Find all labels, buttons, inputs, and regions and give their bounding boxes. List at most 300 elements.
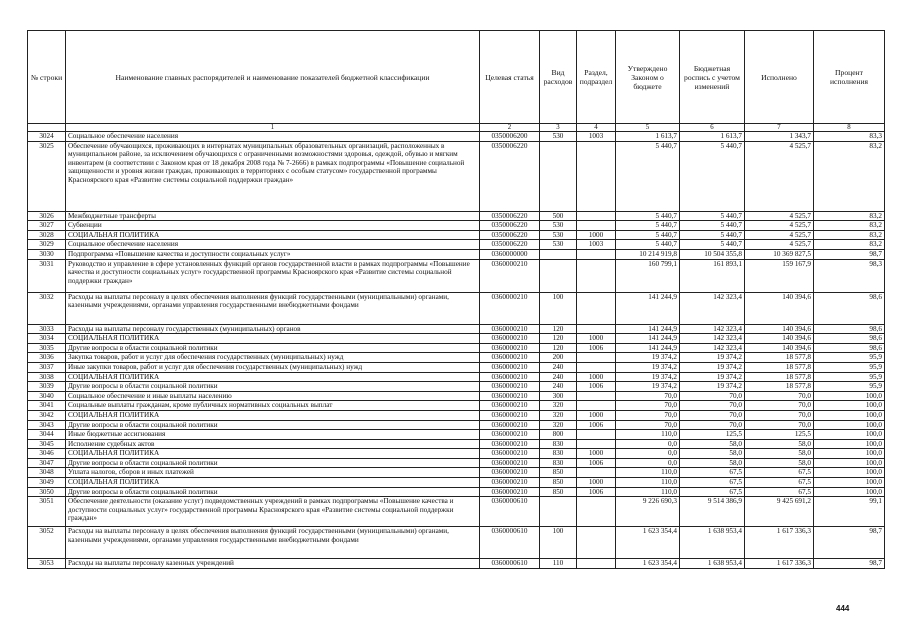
- row-section: 1000: [577, 372, 616, 382]
- row-number: 3033: [28, 324, 66, 334]
- row-type: 530: [540, 221, 577, 231]
- row-percent: 100,0: [814, 391, 885, 401]
- row-executed: 58,0: [745, 439, 814, 449]
- row-executed: 140 394,6: [745, 343, 814, 353]
- row-type: 830: [540, 458, 577, 468]
- row-approved: 0,0: [616, 439, 680, 449]
- table-row: [28, 259, 885, 292]
- row-type: [540, 141, 577, 211]
- row-type: 240: [540, 362, 577, 372]
- row-approved: 141 244,9: [616, 292, 680, 324]
- table-row: [28, 343, 885, 353]
- row-number: 3041: [28, 401, 66, 411]
- row-number: 3026: [28, 211, 66, 221]
- row-number: 3025: [28, 141, 66, 211]
- row-schedule: 5 440,7: [680, 240, 745, 250]
- row-number: 3031: [28, 259, 66, 292]
- row-type: 240: [540, 372, 577, 382]
- row-number: 3051: [28, 497, 66, 527]
- row-schedule: 70,0: [680, 410, 745, 420]
- row-type: 320: [540, 420, 577, 430]
- row-approved: 1 623 354,4: [616, 527, 680, 559]
- row-name: Социальное обеспечение населения: [66, 132, 480, 142]
- row-name: Социальные выплаты гражданам, кроме публичных нормативных социальных выплат: [66, 401, 480, 411]
- col-index: 2: [480, 124, 540, 132]
- table-row: [28, 240, 885, 250]
- row-approved: 70,0: [616, 410, 680, 420]
- row-type: 320: [540, 401, 577, 411]
- row-approved: 9 226 690,3: [616, 497, 680, 527]
- row-section: [577, 497, 616, 527]
- row-target: 0360000210: [480, 292, 540, 324]
- row-name: Обеспечение обучающихся, проживающих в интернатах муниципальных образовательных организаций, расположенных в муниципальном районе, за исключением обучающихся с ограниченными возможностями здоровья, одеждой, обувью и мягким инвентарем (в соответствии с Законом края от 18 декабря 2008 года № 7-2666) в рамках подпрограммы «Повышение социальной защищенности и уровня жизни граждан, проживающих в территориях с особым статусом» государственной программы Красноярского края «Развитие системы социальной поддержки граждан»: [66, 141, 480, 211]
- row-approved: 1 623 354,4: [616, 559, 680, 569]
- row-number: 3046: [28, 449, 66, 459]
- row-percent: 95,9: [814, 362, 885, 372]
- row-section: [577, 527, 616, 559]
- row-percent: 83,2: [814, 221, 885, 231]
- row-percent: 100,0: [814, 420, 885, 430]
- row-schedule: 70,0: [680, 391, 745, 401]
- row-schedule: 161 893,1: [680, 259, 745, 292]
- row-name: СОЦИАЛЬНАЯ ПОЛИТИКА: [66, 478, 480, 488]
- row-section: [577, 324, 616, 334]
- row-schedule: 58,0: [680, 449, 745, 459]
- row-number: 3034: [28, 334, 66, 344]
- row-executed: 70,0: [745, 410, 814, 420]
- row-schedule: 70,0: [680, 420, 745, 430]
- row-schedule: 70,0: [680, 401, 745, 411]
- header-row: [28, 31, 885, 124]
- row-section: 1006: [577, 487, 616, 497]
- row-approved: 5 440,7: [616, 230, 680, 240]
- row-name: Расходы на выплаты персоналу в целях обеспечения выполнения функций государственными (муниципальными) органами, казенными учреждениями, органами управления государственными внебюджетными фондами: [66, 527, 480, 559]
- row-approved: 19 374,2: [616, 353, 680, 363]
- row-schedule: 5 440,7: [680, 211, 745, 221]
- row-target: 0360000210: [480, 259, 540, 292]
- row-target: 0360000210: [480, 353, 540, 363]
- table-body: [28, 124, 885, 569]
- row-target: 0360000210: [480, 401, 540, 411]
- row-executed: 1 617 336,3: [745, 527, 814, 559]
- row-type: 830: [540, 439, 577, 449]
- header-section: Раздел, подраздел: [577, 31, 616, 124]
- header-num: № строки: [28, 31, 66, 124]
- row-name: Иные закупки товаров, работ и услуг для обеспечения государственных (муниципальных) нужд: [66, 362, 480, 372]
- row-percent: 98,6: [814, 334, 885, 344]
- col-index: 3: [540, 124, 577, 132]
- row-target: 0360000000: [480, 249, 540, 259]
- row-type: 120: [540, 324, 577, 334]
- row-number: 3040: [28, 391, 66, 401]
- row-approved: 110,0: [616, 468, 680, 478]
- row-approved: 141 244,9: [616, 324, 680, 334]
- row-target: 0360000210: [480, 478, 540, 488]
- row-type: [540, 249, 577, 259]
- table-row: [28, 372, 885, 382]
- row-section: 1006: [577, 420, 616, 430]
- row-approved: 19 374,2: [616, 382, 680, 392]
- table-row: [28, 141, 885, 211]
- row-target: 0360000610: [480, 527, 540, 559]
- row-executed: 1 343,7: [745, 132, 814, 142]
- row-section: 1003: [577, 240, 616, 250]
- row-section: [577, 353, 616, 363]
- row-schedule: 67,5: [680, 487, 745, 497]
- row-approved: 0,0: [616, 458, 680, 468]
- row-executed: 10 369 827,5: [745, 249, 814, 259]
- row-section: [577, 292, 616, 324]
- row-approved: 5 440,7: [616, 141, 680, 211]
- row-section: [577, 259, 616, 292]
- row-percent: 83,2: [814, 141, 885, 211]
- row-type: [540, 497, 577, 527]
- row-number: 3043: [28, 420, 66, 430]
- row-type: 850: [540, 468, 577, 478]
- row-approved: 1 613,7: [616, 132, 680, 142]
- table-row: [28, 324, 885, 334]
- row-percent: 83,2: [814, 240, 885, 250]
- table-row: [28, 449, 885, 459]
- row-target: 0350006220: [480, 141, 540, 211]
- row-type: 850: [540, 487, 577, 497]
- row-executed: 140 394,6: [745, 324, 814, 334]
- row-executed: 9 425 691,2: [745, 497, 814, 527]
- row-executed: 58,0: [745, 458, 814, 468]
- row-number: 3045: [28, 439, 66, 449]
- row-schedule: 1 638 953,4: [680, 527, 745, 559]
- row-section: [577, 141, 616, 211]
- row-type: 120: [540, 334, 577, 344]
- row-target: 0350006220: [480, 230, 540, 240]
- col-index: 7: [745, 124, 814, 132]
- row-approved: 70,0: [616, 401, 680, 411]
- row-approved: 70,0: [616, 420, 680, 430]
- row-percent: 98,7: [814, 559, 885, 569]
- row-schedule: 58,0: [680, 439, 745, 449]
- row-name: СОЦИАЛЬНАЯ ПОЛИТИКА: [66, 449, 480, 459]
- row-target: 0350006220: [480, 221, 540, 231]
- row-percent: 83,3: [814, 132, 885, 142]
- row-executed: 70,0: [745, 420, 814, 430]
- table-row: [28, 249, 885, 259]
- row-approved: 5 440,7: [616, 211, 680, 221]
- header-name: Наименование главных распорядителей и наименование показателей бюджетной классификации: [66, 31, 480, 124]
- row-number: 3050: [28, 487, 66, 497]
- row-name: Субвенции: [66, 221, 480, 231]
- row-number: 3053: [28, 559, 66, 569]
- row-schedule: 9 514 386,9: [680, 497, 745, 527]
- row-executed: 18 577,8: [745, 353, 814, 363]
- row-name: СОЦИАЛЬНАЯ ПОЛИТИКА: [66, 372, 480, 382]
- row-section: 1000: [577, 334, 616, 344]
- row-type: 110: [540, 559, 577, 569]
- row-type: 120: [540, 343, 577, 353]
- row-executed: 125,5: [745, 430, 814, 440]
- header-approved: Утверждено Законом о бюджете: [616, 31, 680, 124]
- row-schedule: 58,0: [680, 458, 745, 468]
- row-percent: 98,6: [814, 292, 885, 324]
- table-row: [28, 292, 885, 324]
- col-index: 5: [616, 124, 680, 132]
- row-section: [577, 439, 616, 449]
- row-target: 0360000210: [480, 362, 540, 372]
- row-name: Исполнение судебных актов: [66, 439, 480, 449]
- row-target: 0360000210: [480, 343, 540, 353]
- row-target: 0360000210: [480, 458, 540, 468]
- row-percent: 100,0: [814, 468, 885, 478]
- row-number: 3049: [28, 478, 66, 488]
- row-name: Другие вопросы в области социальной политики: [66, 420, 480, 430]
- row-number: 3047: [28, 458, 66, 468]
- row-target: 0360000210: [480, 372, 540, 382]
- row-number: 3044: [28, 430, 66, 440]
- row-percent: 100,0: [814, 458, 885, 468]
- row-approved: 110,0: [616, 430, 680, 440]
- row-name: Социальное обеспечение населения: [66, 240, 480, 250]
- row-approved: 10 214 919,8: [616, 249, 680, 259]
- row-percent: 98,6: [814, 343, 885, 353]
- row-approved: 5 440,7: [616, 221, 680, 231]
- row-schedule: 19 374,2: [680, 372, 745, 382]
- row-percent: 83,2: [814, 211, 885, 221]
- row-target: 0360000210: [480, 487, 540, 497]
- row-schedule: 5 440,7: [680, 221, 745, 231]
- budget-table: [27, 30, 885, 569]
- row-target: 0360000210: [480, 382, 540, 392]
- table-row: [28, 559, 885, 569]
- row-executed: 159 167,9: [745, 259, 814, 292]
- row-number: 3042: [28, 410, 66, 420]
- row-approved: 141 244,9: [616, 334, 680, 344]
- row-executed: 67,5: [745, 478, 814, 488]
- row-executed: 18 577,8: [745, 372, 814, 382]
- row-schedule: 125,5: [680, 430, 745, 440]
- column-index-row: [28, 124, 885, 132]
- col-index: 4: [577, 124, 616, 132]
- row-section: 1000: [577, 449, 616, 459]
- row-section: 1006: [577, 382, 616, 392]
- row-type: 200: [540, 353, 577, 363]
- row-type: 530: [540, 132, 577, 142]
- row-schedule: 5 440,7: [680, 141, 745, 211]
- row-target: 0360000210: [480, 420, 540, 430]
- header-executed: Исполнено: [745, 31, 814, 124]
- table-row: [28, 487, 885, 497]
- row-schedule: 19 374,2: [680, 362, 745, 372]
- row-target: 0350006200: [480, 132, 540, 142]
- row-percent: 100,0: [814, 401, 885, 411]
- row-target: 0360000210: [480, 430, 540, 440]
- table-row: [28, 401, 885, 411]
- row-executed: 140 394,6: [745, 334, 814, 344]
- row-schedule: 19 374,2: [680, 353, 745, 363]
- row-section: [577, 221, 616, 231]
- table-row: [28, 430, 885, 440]
- table-row: [28, 497, 885, 527]
- table-row: [28, 382, 885, 392]
- row-schedule: 142 323,4: [680, 324, 745, 334]
- row-number: 3052: [28, 527, 66, 559]
- row-target: 0360000210: [480, 324, 540, 334]
- table-row: [28, 362, 885, 372]
- row-type: 500: [540, 211, 577, 221]
- row-executed: 4 525,7: [745, 230, 814, 240]
- row-approved: 19 374,2: [616, 362, 680, 372]
- row-name: Расходы на выплаты персоналу казенных учреждений: [66, 559, 480, 569]
- table-row: [28, 439, 885, 449]
- row-target: 0360000210: [480, 468, 540, 478]
- row-percent: 100,0: [814, 478, 885, 488]
- row-target: 0350006220: [480, 211, 540, 221]
- row-percent: 95,9: [814, 382, 885, 392]
- row-percent: 98,7: [814, 527, 885, 559]
- row-executed: 58,0: [745, 449, 814, 459]
- row-executed: 4 525,7: [745, 141, 814, 211]
- row-percent: 99,1: [814, 497, 885, 527]
- row-type: 100: [540, 292, 577, 324]
- row-percent: 100,0: [814, 449, 885, 459]
- row-name: СОЦИАЛЬНАЯ ПОЛИТИКА: [66, 410, 480, 420]
- row-section: [577, 559, 616, 569]
- row-percent: 95,9: [814, 372, 885, 382]
- row-approved: 110,0: [616, 487, 680, 497]
- row-type: 530: [540, 230, 577, 240]
- row-schedule: 19 374,2: [680, 382, 745, 392]
- table-row: [28, 420, 885, 430]
- row-type: [540, 259, 577, 292]
- table-row: [28, 353, 885, 363]
- row-name: Закупка товаров, работ и услуг для обеспечения государственных (муниципальных) нужд: [66, 353, 480, 363]
- table-row: [28, 230, 885, 240]
- row-approved: 160 799,1: [616, 259, 680, 292]
- row-name: Обеспечение деятельности (оказание услуг) подведомственных учреждений в рамках подпрограммы «Повышение качества и доступности социальных услуг» государственной программы Красноярского края «Развитие системы социальной поддержки граждан»: [66, 497, 480, 527]
- col-index: 8: [814, 124, 885, 132]
- row-schedule: 67,5: [680, 468, 745, 478]
- row-name: Расходы на выплаты персоналу в целях обеспечения выполнения функций государственными (муниципальными) органами, казенными учреждениями, органами управления государственными внебюджетными фондами: [66, 292, 480, 324]
- table-row: [28, 334, 885, 344]
- row-executed: 4 525,7: [745, 211, 814, 221]
- row-target: 0350006220: [480, 240, 540, 250]
- table-row: [28, 458, 885, 468]
- row-executed: 18 577,8: [745, 362, 814, 372]
- row-schedule: 1 638 953,4: [680, 559, 745, 569]
- row-target: 0360000610: [480, 497, 540, 527]
- row-number: 3032: [28, 292, 66, 324]
- row-section: 1000: [577, 478, 616, 488]
- table-row: [28, 478, 885, 488]
- row-schedule: 10 504 355,8: [680, 249, 745, 259]
- row-percent: 100,0: [814, 439, 885, 449]
- row-name: Руководство и управление в сфере установленных функций органов государственной власти в рамках подпрограммы «Повышение качества и доступности социальных услуг» государственной программы Красноярского края «Развитие системы социальной поддержки граждан»: [66, 259, 480, 292]
- row-number: 3024: [28, 132, 66, 142]
- table-row: [28, 391, 885, 401]
- row-schedule: 142 323,4: [680, 334, 745, 344]
- row-type: 830: [540, 449, 577, 459]
- row-approved: 141 244,9: [616, 343, 680, 353]
- row-section: [577, 401, 616, 411]
- row-section: 1000: [577, 410, 616, 420]
- row-name: Подпрограмма «Повышение качества и доступности социальных услуг»: [66, 249, 480, 259]
- table-row: [28, 211, 885, 221]
- row-target: 0360000210: [480, 334, 540, 344]
- row-name: Иные бюджетные ассигнования: [66, 430, 480, 440]
- row-section: [577, 430, 616, 440]
- row-type: 850: [540, 478, 577, 488]
- row-name: Социальное обеспечение и иные выплаты населению: [66, 391, 480, 401]
- table-row: [28, 410, 885, 420]
- row-percent: 95,9: [814, 353, 885, 363]
- row-executed: 67,5: [745, 487, 814, 497]
- row-target: 0360000210: [480, 439, 540, 449]
- row-name: Расходы на выплаты персоналу государственных (муниципальных) органов: [66, 324, 480, 334]
- row-type: 240: [540, 382, 577, 392]
- table-row: [28, 132, 885, 142]
- row-section: [577, 211, 616, 221]
- row-executed: 67,5: [745, 468, 814, 478]
- row-number: 3030: [28, 249, 66, 259]
- row-type: 320: [540, 410, 577, 420]
- row-schedule: 142 323,4: [680, 343, 745, 353]
- row-section: [577, 391, 616, 401]
- row-number: 3037: [28, 362, 66, 372]
- row-name: Уплата налогов, сборов и иных платежей: [66, 468, 480, 478]
- row-approved: 5 440,7: [616, 240, 680, 250]
- row-target: 0360000210: [480, 410, 540, 420]
- row-number: 3036: [28, 353, 66, 363]
- row-percent: 98,3: [814, 259, 885, 292]
- row-name: Другие вопросы в области социальной политики: [66, 458, 480, 468]
- table-row: [28, 468, 885, 478]
- row-name: СОЦИАЛЬНАЯ ПОЛИТИКА: [66, 334, 480, 344]
- row-target: 0360000210: [480, 391, 540, 401]
- row-executed: 18 577,8: [745, 382, 814, 392]
- row-number: 3039: [28, 382, 66, 392]
- table-row: [28, 527, 885, 559]
- header-target: Целевая статья: [480, 31, 540, 124]
- page-number: 444: [836, 604, 850, 613]
- row-number: 3048: [28, 468, 66, 478]
- row-approved: 70,0: [616, 391, 680, 401]
- row-percent: 100,0: [814, 410, 885, 420]
- row-section: 1000: [577, 230, 616, 240]
- row-name: СОЦИАЛЬНАЯ ПОЛИТИКА: [66, 230, 480, 240]
- row-type: 300: [540, 391, 577, 401]
- row-number: 3027: [28, 221, 66, 231]
- header-percent: Процент исполнения: [814, 31, 885, 124]
- budget-report: [27, 30, 884, 569]
- header-type: Вид расходов: [540, 31, 577, 124]
- row-executed: 4 525,7: [745, 240, 814, 250]
- row-number: 3028: [28, 230, 66, 240]
- row-executed: 1 617 336,3: [745, 559, 814, 569]
- row-target: 0360000610: [480, 559, 540, 569]
- row-section: 1006: [577, 343, 616, 353]
- row-percent: 98,7: [814, 249, 885, 259]
- row-percent: 98,6: [814, 324, 885, 334]
- row-name: Другие вопросы в области социальной политики: [66, 487, 480, 497]
- row-target: 0360000210: [480, 449, 540, 459]
- row-type: 100: [540, 527, 577, 559]
- row-number: 3038: [28, 372, 66, 382]
- row-schedule: 67,5: [680, 478, 745, 488]
- row-approved: 19 374,2: [616, 372, 680, 382]
- row-number: 3035: [28, 343, 66, 353]
- table-row: [28, 221, 885, 231]
- row-type: 530: [540, 240, 577, 250]
- row-executed: 4 525,7: [745, 221, 814, 231]
- row-section: 1006: [577, 458, 616, 468]
